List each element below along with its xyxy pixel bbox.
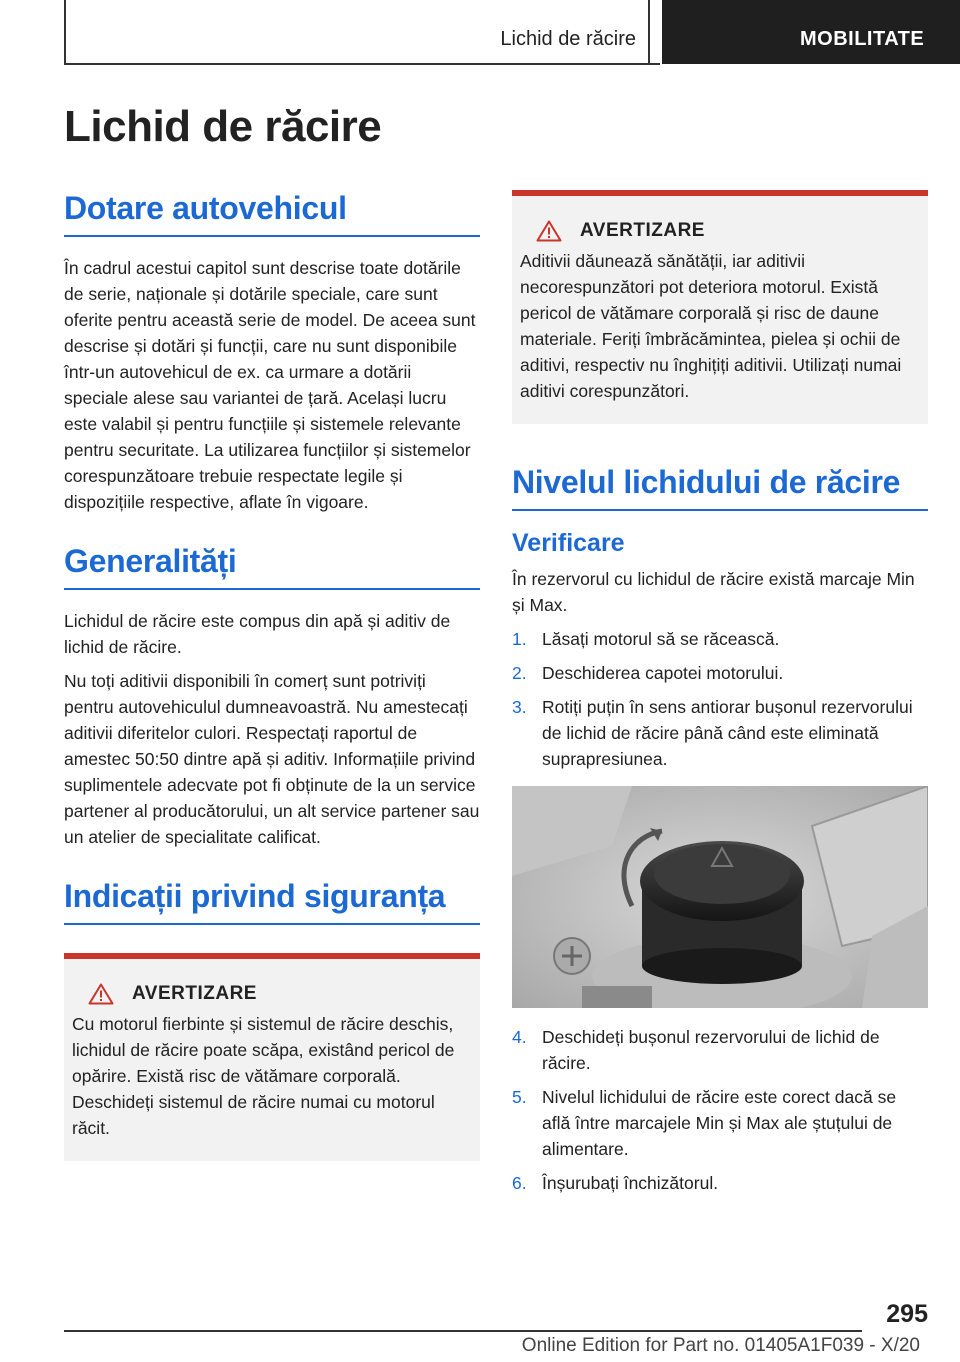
step-number: 4. [512, 1027, 527, 1047]
warning-box [64, 953, 480, 1161]
warning-triangle-icon [536, 220, 562, 242]
step-number: 2. [512, 663, 527, 683]
step-number: 5. [512, 1087, 527, 1107]
list-item [512, 1170, 928, 1196]
list-item [512, 1024, 928, 1076]
step-text: Deschiderea capotei motorului. [542, 663, 784, 683]
header-divider [64, 63, 660, 65]
warning-box [512, 190, 928, 424]
footer-divider [64, 1330, 862, 1332]
steps-list [512, 1024, 928, 1196]
step-text: Rotiți puțin în sens antiorar bușonul rezervorului de lichid de răcire până când este eliminată suprapresiunea. [542, 697, 913, 769]
warning-text: Aditivii dăunează sănătății, iar aditivii necorespunzători pot deteriora motorul. Există pericol de vătămare corporală și risc de daune materiale. Feriți îmbrăcămintea, pielea și ochii de aditivi, respectiv nu înghițiți aditivii. Utilizați numai aditivi corespunzători. [520, 251, 902, 401]
list-item [512, 694, 928, 772]
list-item [512, 1084, 928, 1162]
section-heading-generalitati: Generalități [64, 543, 480, 590]
steps-list [512, 626, 928, 772]
warning-header [72, 983, 472, 1005]
coolant-cap-photo [512, 786, 928, 1008]
left-column [64, 190, 480, 1179]
warning-title: AVERTIZARE [580, 220, 705, 241]
step-text: Lăsați motorul să se răcească. [542, 629, 780, 649]
header-section-title: Lichid de răcire [500, 28, 636, 50]
header-chapter-tab: MOBILITATE [662, 0, 960, 64]
section-heading-dotare: Dotare autovehicul [64, 190, 480, 237]
right-column [512, 190, 928, 1204]
footer-edition-text: Online Edition for Part no. 01405A1F039 - X/20 [521, 1335, 920, 1356]
step-number: 6. [512, 1173, 527, 1193]
header-divider [64, 0, 66, 64]
page-title: Lichid de răcire [64, 102, 382, 151]
subsection-heading-verificare: Verificare [512, 529, 625, 557]
paragraph: În cadrul acestui capitol sunt descrise toate dotările de serie, naționale și dotările speciale, care sunt oferite pentru această serie de model. De aceea sunt descrise și dotări și funcții, care nu sunt disponibile într-un autovehicul de ex. ca urmare a dotării speciale alese sau variantei de țară. Același lucru este valabil și pentru funcțiile și sistemele relevante pentru securitate. La utilizarea funcțiilor și sistemelor corespunzătoare trebuie respectate legile și dispozițiile respective, aflate în vigoare. [64, 258, 476, 512]
page-number: 295 [886, 1300, 928, 1328]
warning-triangle-icon [88, 983, 114, 1005]
warning-text: Cu motorul fierbinte și sistemul de răcire deschis, lichidul de răcire poate scăpa, existând pericol de opărire. Există risc de vătămare corporală. Deschideți sistemul de răcire numai cu motorul răcit. [72, 1014, 455, 1138]
step-number: 3. [512, 697, 527, 717]
paragraph: Nu toți aditivii disponibili în comerț sunt potriviți pentru autovehiculul dumneavoastră. Nu amestecați aditivii diferitelor culori. Respectați raportul de amestec 50:50 dintre apă și aditiv. Informațiile privind suplimentele adecvate pot fi obținute de la un service partener al producătorului, un alt service partener sau un atelier de specialitate calificat. [64, 671, 480, 847]
step-text: Deschideți bușonul rezervorului de lichid de răcire. [542, 1027, 880, 1073]
page-header [0, 0, 960, 66]
header-divider [648, 0, 650, 64]
paragraph: Lichidul de răcire este compus din apă și aditiv de lichid de răcire. [64, 611, 451, 657]
list-item [512, 660, 928, 686]
warning-title: AVERTIZARE [132, 983, 257, 1004]
step-number: 1. [512, 629, 527, 649]
section-heading-nivel: Nivelul lichidului de răcire [512, 464, 928, 511]
step-text: Nivelul lichidului de răcire este corect dacă se află între marcajele Min și Max ale ștuțului de alimentare. [542, 1087, 897, 1159]
list-item [512, 626, 928, 652]
section-heading-indicatii: Indicații privind siguranța [64, 878, 480, 925]
paragraph: În rezervorul cu lichidul de răcire există marcaje Min și Max. [512, 569, 915, 615]
step-text: Înșurubați închizătorul. [542, 1173, 719, 1193]
warning-header [520, 220, 920, 242]
